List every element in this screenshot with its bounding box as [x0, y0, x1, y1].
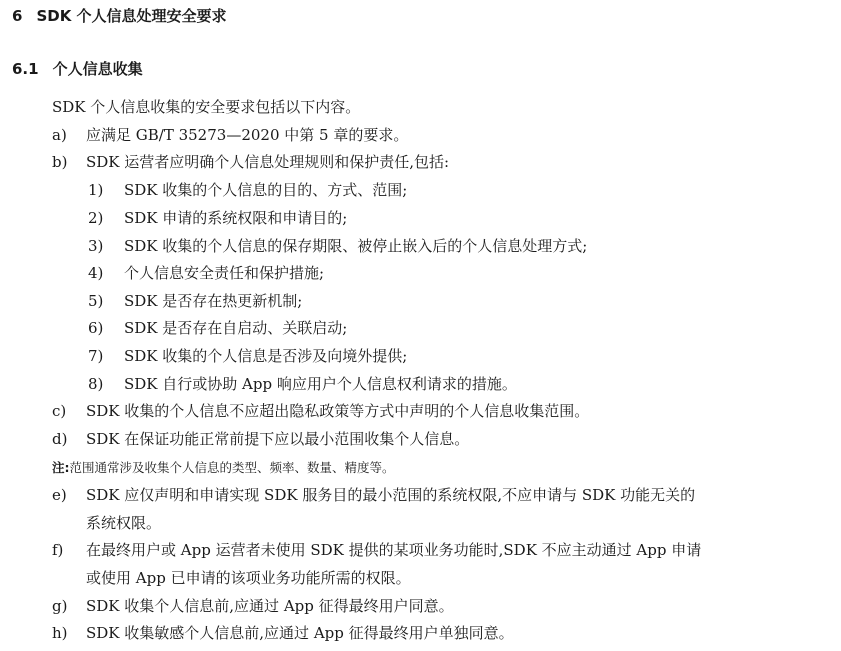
list-marker: a)	[52, 126, 67, 144]
sub-list-item	[88, 180, 408, 200]
note-text: 范围通常涉及收集个人信息的类型、频率、数量、精度等。	[69, 460, 395, 475]
list-marker: f)	[52, 541, 64, 559]
list-text: SDK 在保证功能正常前提下应以最小范围收集个人信息。	[86, 430, 470, 448]
list-marker: c)	[52, 402, 67, 420]
sub-list-text: SDK 是否存在热更新机制;	[124, 292, 303, 310]
list-marker: h)	[52, 624, 68, 642]
list-item	[52, 152, 450, 172]
list-item	[52, 540, 702, 560]
sub-list-marker: 7)	[88, 347, 104, 365]
sub-list-item	[88, 208, 348, 228]
sub-list-marker: 5)	[88, 292, 104, 310]
subsection-title: 个人信息收集	[52, 60, 143, 78]
list-item	[52, 596, 454, 616]
section-title: SDK 个人信息处理安全要求	[36, 7, 227, 25]
list-text: 应满足 GB/T 35273—2020 中第 5 章的要求。	[86, 126, 409, 144]
list-marker: g)	[52, 597, 68, 615]
list-item	[52, 401, 590, 421]
sub-list-item	[88, 236, 588, 256]
list-text: SDK 收集的个人信息不应超出隐私政策等方式中声明的个人信息收集范围。	[86, 402, 590, 420]
sub-list-marker: 6)	[88, 319, 104, 337]
list-text: 在最终用户或 App 运营者未使用 SDK 提供的某项业务功能时,SDK 不应主动通过 App 申请	[86, 541, 702, 559]
sub-list-text: 个人信息安全责任和保护措施;	[124, 264, 325, 282]
sub-list-item	[88, 291, 303, 311]
sub-list-text: SDK 申请的系统权限和申请目的;	[124, 209, 348, 227]
subsection-heading	[12, 59, 143, 79]
sub-list-text: SDK 自行或协助 App 响应用户个人信息权利请求的措施。	[124, 375, 517, 393]
sub-list-item	[88, 374, 517, 394]
sub-list-marker: 1)	[88, 181, 104, 199]
sub-list-marker: 4)	[88, 264, 104, 282]
list-item	[52, 125, 409, 145]
sub-list-text: SDK 收集的个人信息的保存期限、被停止嵌入后的个人信息处理方式;	[124, 237, 588, 255]
sub-list-text: SDK 收集的个人信息的目的、方式、范围;	[124, 181, 408, 199]
sub-list-marker: 2)	[88, 209, 104, 227]
sub-list-marker: 8)	[88, 375, 104, 393]
section-heading	[12, 6, 227, 26]
sub-list-marker: 3)	[88, 237, 104, 255]
note-label: 注:	[52, 460, 70, 475]
sub-list-item	[88, 318, 348, 338]
list-text-continuation: 系统权限。	[86, 514, 162, 532]
list-marker: d)	[52, 430, 68, 448]
list-text: SDK 运营者应明确个人信息处理规则和保护责任,包括:	[86, 153, 450, 171]
sub-list-item	[88, 346, 408, 366]
list-text-continuation: 或使用 App 已申请的该项业务功能所需的权限。	[86, 569, 411, 587]
list-text: SDK 收集敏感个人信息前,应通过 App 征得最终用户单独同意。	[86, 624, 514, 642]
subsection-number: 6.1	[12, 60, 39, 78]
section-number: 6	[12, 7, 23, 25]
sub-list-item	[88, 263, 325, 283]
note	[52, 458, 395, 478]
sub-list-text: SDK 是否存在自启动、关联启动;	[124, 319, 348, 337]
intro-paragraph: SDK 个人信息收集的安全要求包括以下内容。	[52, 98, 361, 116]
list-item	[52, 623, 514, 643]
list-item	[52, 429, 470, 449]
sub-list-text: SDK 收集的个人信息是否涉及向境外提供;	[124, 347, 408, 365]
list-item	[52, 485, 696, 505]
list-marker: b)	[52, 153, 68, 171]
list-text: SDK 应仅声明和申请实现 SDK 服务目的最小范围的系统权限,不应申请与 SDK 功能无关的	[86, 486, 696, 504]
list-marker: e)	[52, 486, 67, 504]
list-text: SDK 收集个人信息前,应通过 App 征得最终用户同意。	[86, 597, 454, 615]
